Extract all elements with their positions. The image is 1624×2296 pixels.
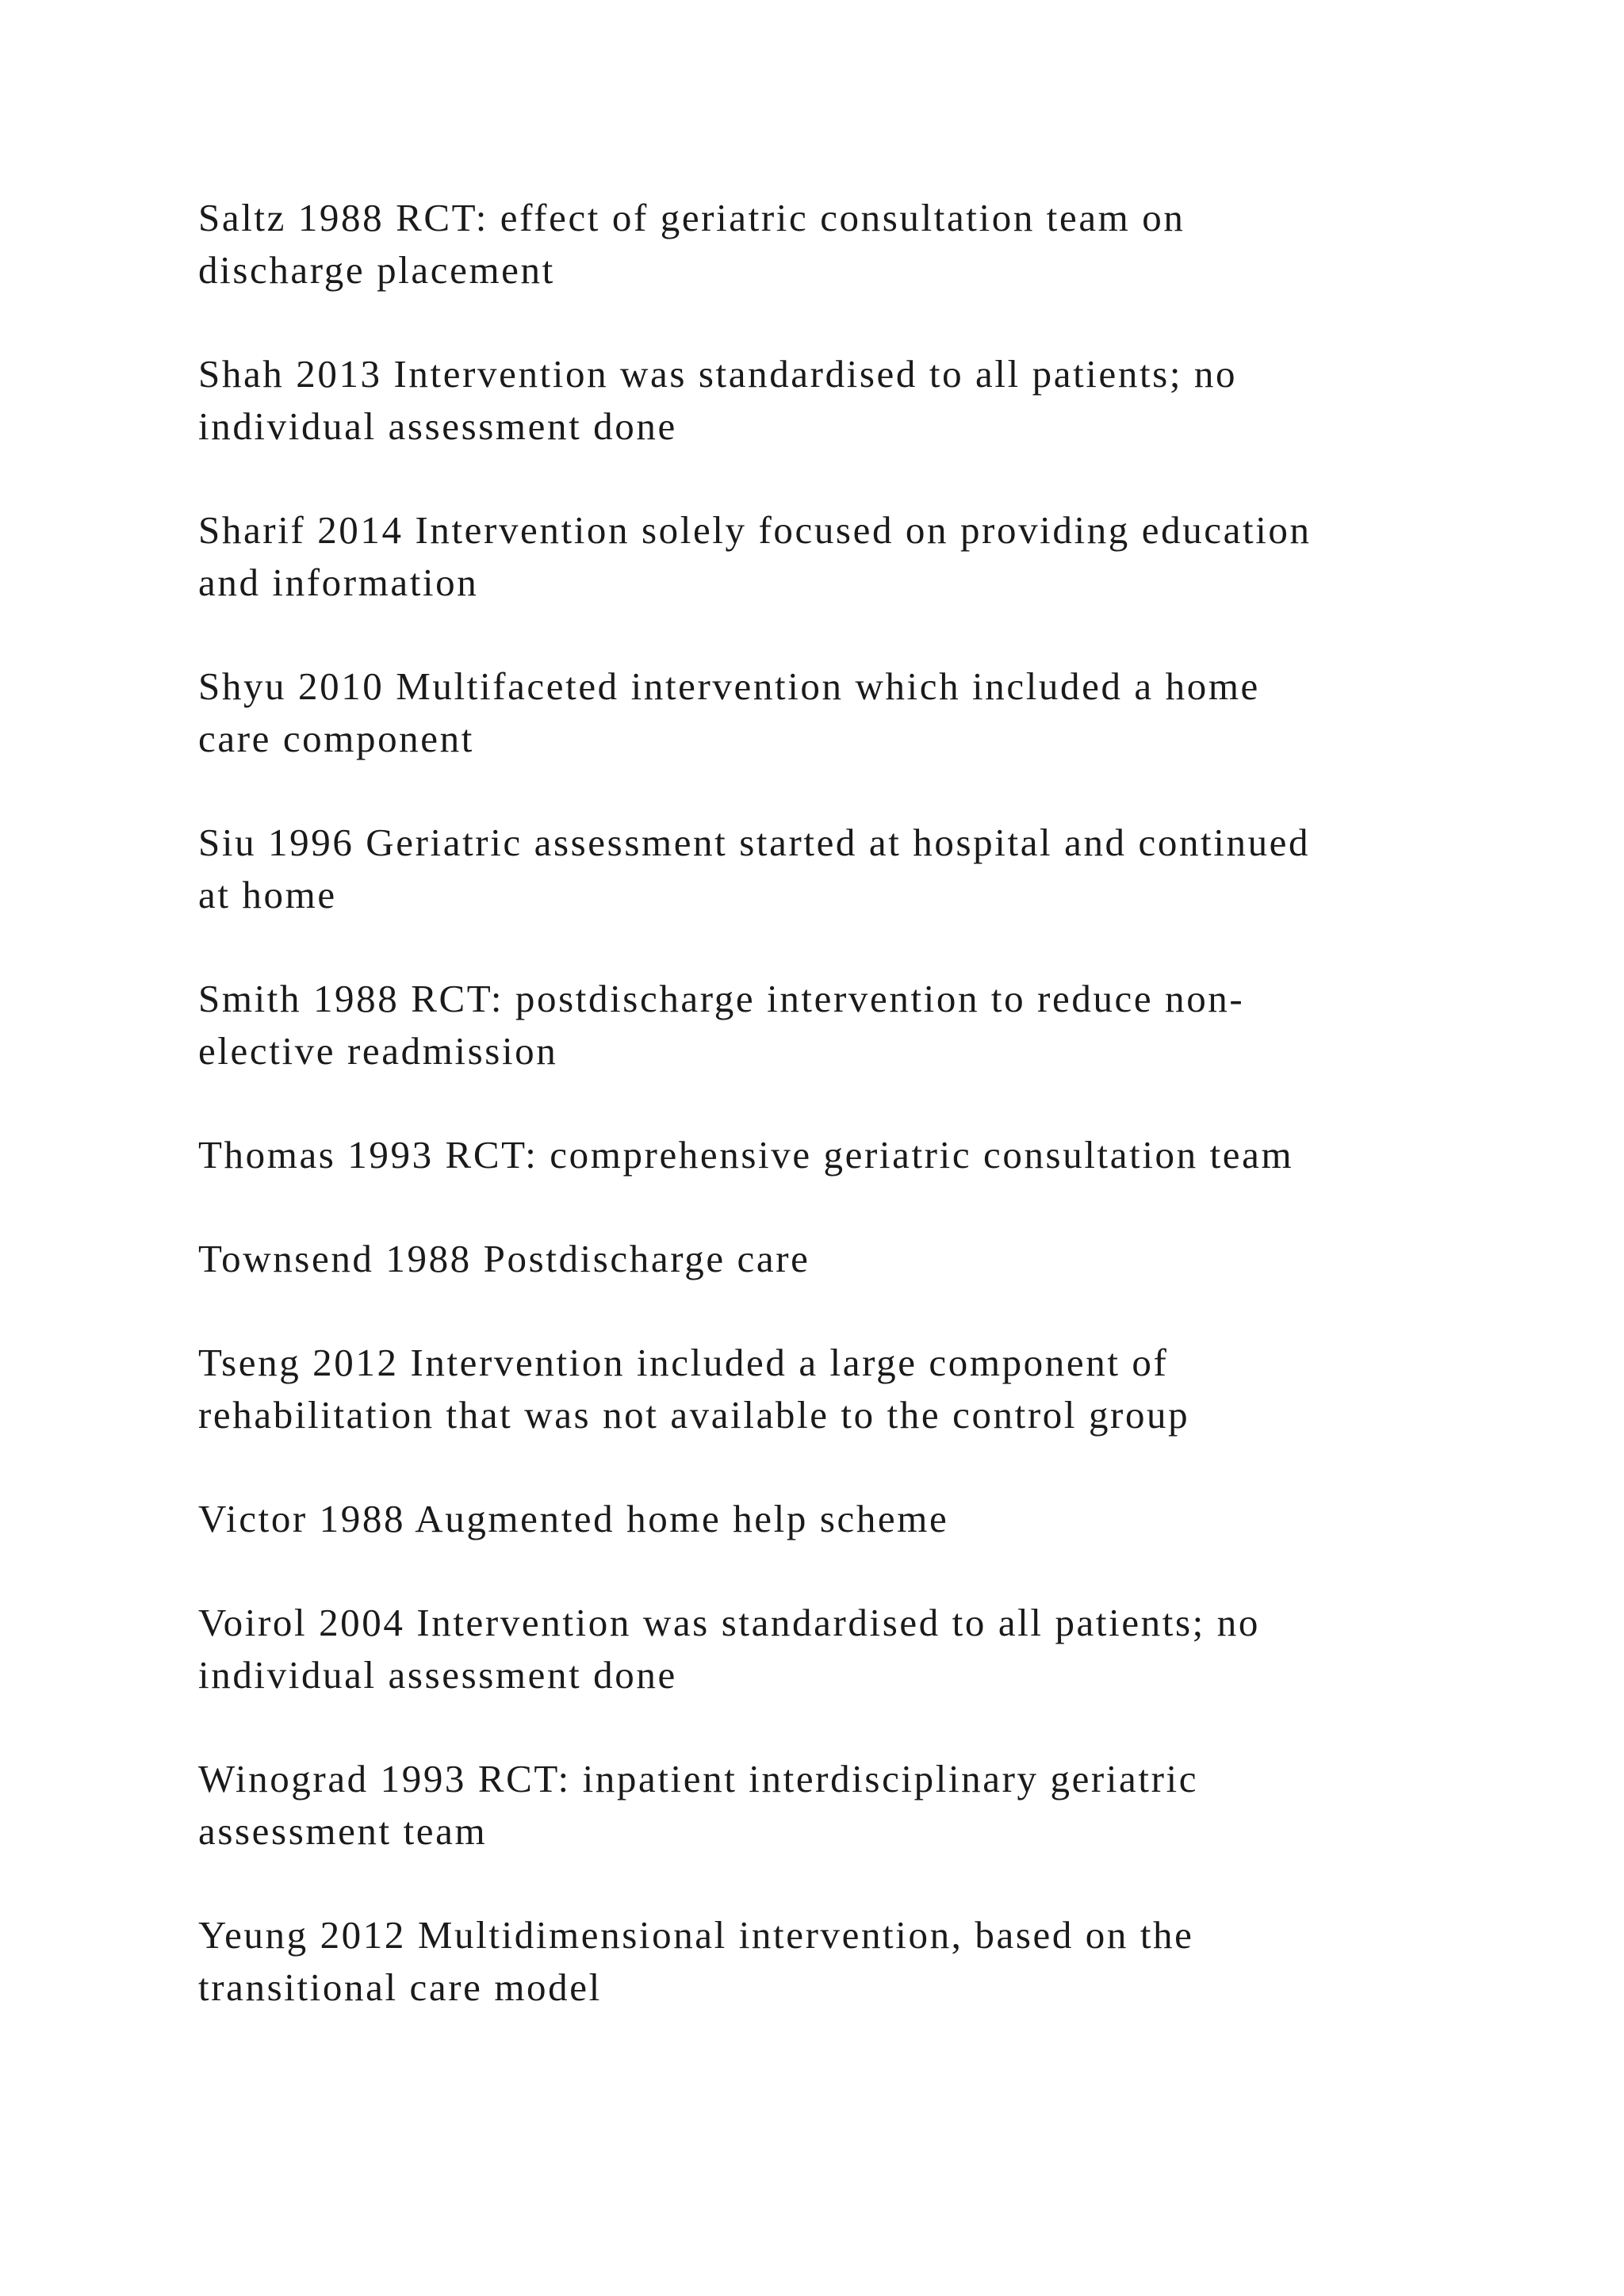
study-entry-line: individual assessment done [198,404,677,448]
study-entry-line: Victor 1988 Augmented home help scheme [198,1497,949,1540]
study-entry-line: Winograd 1993 RCT: inpatient interdisciplinary geriatric [198,1757,1199,1800]
study-entry [198,1753,1483,1858]
study-entry [198,973,1483,1077]
study-entry-line: Saltz 1988 RCT: effect of geriatric consultation team on [198,196,1185,239]
study-entry [198,1493,1483,1545]
study-entry-line: individual assessment done [198,1653,677,1697]
study-entry-line: Siu 1996 Geriatric assessment started at hospital and continued [198,821,1311,864]
study-entry-line: Tseng 2012 Intervention included a large component of [198,1341,1169,1384]
study-entry-line: elective readmission [198,1029,558,1073]
study-entry [198,1597,1483,1701]
study-entry-line: Sharif 2014 Intervention solely focused on providing education [198,508,1312,552]
study-entry-line: Smith 1988 RCT: postdischarge intervention to reduce non- [198,977,1245,1020]
study-entry [198,348,1483,453]
study-entry-line: at home [198,873,337,916]
study-entry-line: discharge placement [198,248,555,292]
study-entry [198,192,1483,297]
study-entry [198,1129,1483,1181]
study-entry [198,1337,1483,1441]
excluded-studies-list [198,192,1483,2065]
study-entry-line: assessment team [198,1809,488,1853]
study-entry-line: Shah 2013 Intervention was standardised to all patients; no [198,352,1238,396]
study-entry [198,504,1483,609]
study-entry-line: Yeung 2012 Multidimensional intervention, based on the [198,1913,1194,1957]
study-entry-line: rehabilitation that was not available to the control group [198,1393,1190,1437]
study-entry-line: transitional care model [198,1965,602,2009]
study-entry-line: care component [198,717,474,760]
study-entry [198,1233,1483,1285]
study-entry [198,817,1483,921]
study-entry [198,660,1483,765]
study-entry-line: Shyu 2010 Multifaceted intervention which included a home [198,664,1260,708]
study-entry [198,1909,1483,2014]
study-entry-line: and information [198,561,479,604]
study-entry-line: Thomas 1993 RCT: comprehensive geriatric consultation team [198,1133,1294,1177]
study-entry-line: Townsend 1988 Postdischarge care [198,1237,810,1280]
study-entry-line: Voirol 2004 Intervention was standardised to all patients; no [198,1601,1260,1644]
